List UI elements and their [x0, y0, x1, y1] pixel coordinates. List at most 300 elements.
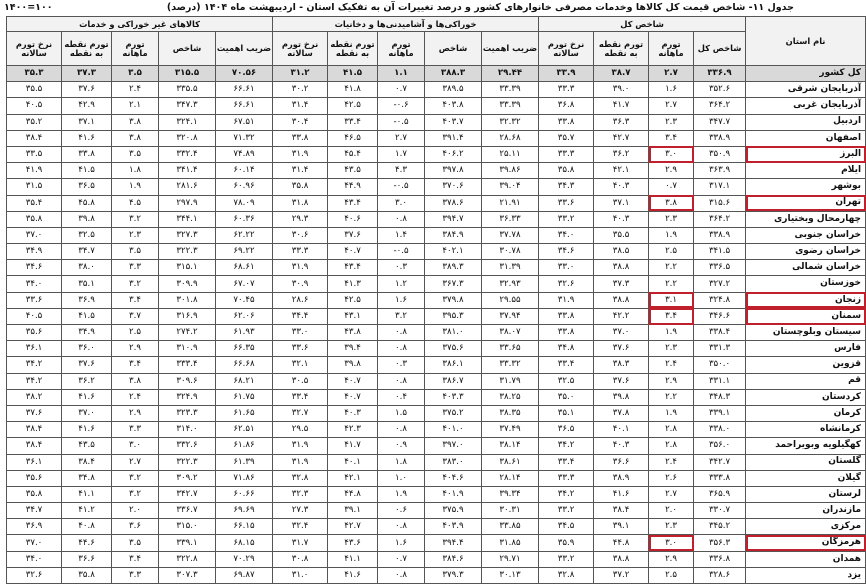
province-name: قزوین — [746, 357, 866, 373]
value-cell: ۲۵.۱۱ — [482, 146, 539, 162]
cpi-table-container — [6, 16, 862, 580]
value-cell: ۰.۹ — [378, 438, 425, 454]
value-cell: ۳۵.۴ — [7, 195, 62, 211]
province-name: تهران — [746, 195, 866, 211]
value-cell: ۳۷۹.۳ — [425, 567, 482, 583]
value-cell: ۳۵.۰ — [539, 389, 594, 405]
province-row — [7, 422, 866, 438]
value-cell: ۴۰۱.۰ — [425, 422, 482, 438]
value-cell: ۰.۵- — [378, 244, 425, 260]
value-cell: ۲۸.۶۸ — [482, 130, 539, 146]
value-cell: ۲.۸ — [649, 438, 694, 454]
value-cell: ۳۰.۱۳ — [482, 567, 539, 583]
value-cell: ۶۱.۳۹ — [216, 454, 273, 470]
value-cell: ۳۲۲.۸ — [159, 551, 216, 567]
value-cell: ۴۳.۱ — [328, 308, 378, 324]
value-cell: ۳۳.۳ — [539, 470, 594, 486]
value-cell: ۳۰.۵ — [273, 373, 328, 389]
value-cell: ۳۵.۶ — [7, 470, 62, 486]
value-cell: ۶۰.۶۶ — [216, 486, 273, 502]
value-cell: ۳۹۵.۳ — [425, 308, 482, 324]
value-cell: ۶۸.۲۱ — [216, 373, 273, 389]
national-row — [7, 66, 866, 82]
value-cell: ۱.۶ — [378, 535, 425, 551]
value-cell: ۳۳.۲ — [539, 503, 594, 519]
value-cell: ۳.۳ — [112, 567, 159, 583]
value-cell: ۴۱.۸ — [328, 82, 378, 98]
value-cell: ۳.۲ — [112, 276, 159, 292]
value-cell: ۶۰.۳۶ — [216, 211, 273, 227]
value-cell: ۴۶.۵ — [328, 130, 378, 146]
value-cell: ۳۴۱.۴ — [159, 163, 216, 179]
subheader-cell: نرخ تورم سالانه — [539, 32, 594, 66]
value-cell: ۷۱.۸۶ — [216, 470, 273, 486]
value-cell: ۳۸.۶۱ — [482, 454, 539, 470]
value-cell: ۳۹.۰ — [594, 82, 649, 98]
value-cell: ۴۱.۶ — [62, 422, 112, 438]
value-cell: ۳۷.۰ — [62, 405, 112, 421]
value-cell: ۴۰.۷ — [328, 389, 378, 405]
value-cell: ۴۳.۵ — [62, 438, 112, 454]
value-cell: ۳۴.۸ — [62, 470, 112, 486]
value-cell: ۰.۷ — [378, 551, 425, 567]
value-cell: ۲.۷ — [649, 486, 694, 502]
value-cell: ۳۲.۷ — [273, 405, 328, 421]
value-cell: ۳.۸ — [112, 114, 159, 130]
value-cell: ۳۰.۹ — [273, 276, 328, 292]
value-cell: ۴۲.۱ — [328, 470, 378, 486]
value-cell: ۳.۵ — [112, 146, 159, 162]
value-cell: ۳۷.۶ — [62, 82, 112, 98]
value-cell: ۳۶.۲ — [594, 146, 649, 162]
value-cell: ۴۴.۸ — [328, 486, 378, 502]
value-cell: ۳۷.۲ — [594, 567, 649, 583]
value-cell: ۳۵.۸ — [7, 486, 62, 502]
subheader-cell: نرخ تورم سالانه — [7, 32, 62, 66]
value-cell: ۳۴.۹ — [62, 325, 112, 341]
value-cell: ۳۱.۸ — [273, 195, 328, 211]
province-name: اردبیل — [746, 114, 866, 130]
value-cell: ۱.۶ — [378, 292, 425, 308]
value-cell: ۳۵.۱ — [62, 276, 112, 292]
value-cell: ۰.۸ — [378, 567, 425, 583]
value-cell: ۳۰.۳۱ — [482, 503, 539, 519]
value-cell: ۳۷۸.۶ — [425, 195, 482, 211]
value-cell: ۶۶.۶۱ — [216, 98, 273, 114]
value-cell: ۴۱.۹ — [7, 163, 62, 179]
value-cell: ۴.۳ — [378, 163, 425, 179]
value-cell: ۲.۳ — [649, 341, 694, 357]
value-cell: ۳۰.۲ — [273, 82, 328, 98]
value-cell: ۴۰۳.۷ — [425, 114, 482, 130]
province-row — [7, 163, 866, 179]
value-cell: ۳.۵ — [112, 66, 159, 82]
value-cell: ۲۷۴.۲ — [159, 325, 216, 341]
value-cell: ۳۳.۳۲ — [482, 357, 539, 373]
value-cell: ۳.۸ — [112, 130, 159, 146]
value-cell: ۳۸۹.۳ — [425, 260, 482, 276]
province-name: زنجان — [746, 292, 866, 308]
value-cell: ۳۵۶.۰ — [694, 438, 746, 454]
value-cell: ۲.۴ — [112, 82, 159, 98]
value-cell: ۲.۵ — [649, 567, 694, 583]
value-cell: ۲.۹ — [649, 373, 694, 389]
value-cell: ۳۴.۷ — [62, 244, 112, 260]
value-cell: ۲.۶ — [649, 470, 694, 486]
value-cell: ۳۹.۸۶ — [482, 163, 539, 179]
value-cell: ۲.۹ — [112, 405, 159, 421]
value-cell: ۶۱.۶۵ — [216, 405, 273, 421]
value-cell: ۳۰۹.۶ — [159, 373, 216, 389]
province-name: خراسان رضوی — [746, 244, 866, 260]
value-cell: ۳۱.۹ — [273, 454, 328, 470]
value-cell: ۳.۴ — [649, 308, 694, 324]
value-cell: ۳۳.۲ — [539, 211, 594, 227]
value-cell: ۳۴.۰ — [7, 276, 62, 292]
province-row — [7, 389, 866, 405]
subheader-cell: ضریب اهمیت — [216, 32, 273, 66]
value-cell: ۳۰.۷۸ — [482, 244, 539, 260]
value-cell: ۳۳۸.۹ — [694, 227, 746, 243]
value-cell: ۳.۲ — [112, 486, 159, 502]
value-cell: ۳۴.۶ — [7, 260, 62, 276]
province-row — [7, 519, 866, 535]
value-cell: ۳۴۷.۷ — [694, 114, 746, 130]
value-cell: ۳۳.۴ — [539, 454, 594, 470]
value-cell: ۳۵.۳ — [7, 66, 62, 82]
value-cell: ۴۲.۱ — [594, 163, 649, 179]
value-cell: ۳۰۹.۲ — [159, 470, 216, 486]
value-cell: ۳۹۴.۴ — [425, 535, 482, 551]
province-row — [7, 82, 866, 98]
value-cell: ۳۳.۰ — [273, 325, 328, 341]
value-cell: ۳۶.۸ — [539, 98, 594, 114]
value-cell: ۶۸.۶۱ — [216, 260, 273, 276]
value-cell: ۴۰۲.۱ — [425, 244, 482, 260]
value-cell: ۳۱.۰ — [273, 567, 328, 583]
value-cell: ۳۳۶.۵ — [694, 260, 746, 276]
value-cell: ۲.۳ — [649, 519, 694, 535]
value-cell: ۳۱۵.۶ — [694, 195, 746, 211]
value-cell: ۲۱.۹۱ — [482, 195, 539, 211]
value-cell: ۳۳.۳ — [273, 244, 328, 260]
value-cell: ۳۷.۴۹ — [482, 422, 539, 438]
value-cell: ۳۴.۷ — [7, 503, 62, 519]
value-cell: ۷۰.۵۶ — [216, 66, 273, 82]
value-cell: ۳۳.۴ — [539, 357, 594, 373]
province-name: گلستان — [746, 454, 866, 470]
value-cell: ۰.۸ — [378, 341, 425, 357]
value-cell: ۳۷۹.۸ — [425, 292, 482, 308]
province-row — [7, 260, 866, 276]
value-cell: ۳۵.۹ — [539, 535, 594, 551]
value-cell: ۴۱.۵ — [62, 308, 112, 324]
value-cell: ۴۳.۴ — [328, 195, 378, 211]
province-name: سمنان — [746, 308, 866, 324]
value-cell: ۳۲۸.۶ — [694, 567, 746, 583]
value-cell: ۳.۰ — [649, 146, 694, 162]
value-cell: ۴۱.۵ — [62, 163, 112, 179]
value-cell: ۶۱.۷۵ — [216, 389, 273, 405]
value-cell: ۶۱.۹۳ — [216, 325, 273, 341]
value-cell: ۳.۸ — [649, 195, 694, 211]
value-cell: ۳۶۵.۹ — [694, 486, 746, 502]
value-cell: ۳۳.۳۹ — [482, 98, 539, 114]
value-cell: ۱.۹ — [649, 405, 694, 421]
value-cell: ۴.۵ — [112, 195, 159, 211]
province-name: یزد — [746, 567, 866, 583]
value-cell: ۴۴.۹ — [328, 179, 378, 195]
value-cell: ۳۳۸.۹ — [694, 130, 746, 146]
value-cell: ۳۶۴.۲ — [694, 211, 746, 227]
value-cell: ۳۲.۸ — [273, 470, 328, 486]
value-cell: ۴۰.۳ — [328, 405, 378, 421]
value-cell: ۳۵.۸ — [539, 163, 594, 179]
value-cell: ۳۴.۰ — [539, 227, 594, 243]
header-group-food: خوراکی‌ها و آشامیدنی‌ها و دخانیات — [273, 17, 539, 32]
value-cell: ۳۷۵.۲ — [425, 405, 482, 421]
value-cell: ۳۲۷.۲ — [694, 276, 746, 292]
province-name: مرکزی — [746, 519, 866, 535]
value-cell: ۳۳۱.۱ — [694, 373, 746, 389]
province-row — [7, 195, 866, 211]
value-cell: ۳۴.۳ — [539, 179, 594, 195]
value-cell: ۳۱.۳۹ — [482, 260, 539, 276]
value-cell: ۴۰.۷ — [328, 373, 378, 389]
value-cell: ۳۰.۸ — [273, 551, 328, 567]
value-cell: ۳۷.۷۸ — [482, 227, 539, 243]
value-cell: ۳۸۶.۷ — [425, 373, 482, 389]
value-cell: ۳۲۴.۸ — [694, 292, 746, 308]
value-cell: ۳۹۷.۰ — [425, 438, 482, 454]
value-cell: ۲.۴ — [112, 389, 159, 405]
value-cell: ۳۲.۳۲ — [482, 114, 539, 130]
province-row — [7, 373, 866, 389]
province-name: قم — [746, 373, 866, 389]
value-cell: ۱.۹ — [649, 325, 694, 341]
value-cell: ۳۲.۴ — [273, 519, 328, 535]
value-cell: ۶۶.۶۱ — [216, 82, 273, 98]
value-cell: ۳.۴ — [112, 551, 159, 567]
value-cell: ۳۳.۸ — [273, 130, 328, 146]
value-cell: ۳۶۷.۳ — [425, 276, 482, 292]
base-year-note: ۱۴۰۰=۱۰۰ — [4, 2, 53, 13]
value-cell: ۶۷.۰۷ — [216, 276, 273, 292]
value-cell: ۳۸۴.۹ — [425, 227, 482, 243]
province-row — [7, 486, 866, 502]
value-cell: ۳۵۲.۶ — [694, 82, 746, 98]
value-cell: ۳۲۴.۹ — [159, 389, 216, 405]
province-name: سیستان وبلوچستان — [746, 325, 866, 341]
value-cell: ۳۸.۸ — [594, 292, 649, 308]
value-cell: ۳۴.۴ — [273, 308, 328, 324]
value-cell: ۳.۵ — [112, 244, 159, 260]
value-cell: ۱.۹ — [649, 227, 694, 243]
province-name: گیلان — [746, 470, 866, 486]
cpi-table — [6, 16, 866, 584]
value-cell: ۴۲.۷ — [328, 519, 378, 535]
value-cell: ۴۲.۷ — [594, 130, 649, 146]
value-cell: ۳۳.۵ — [7, 146, 62, 162]
value-cell: ۲.۴ — [649, 357, 694, 373]
value-cell: ۳۸.۴ — [62, 454, 112, 470]
value-cell: ۶۱.۸۶ — [216, 438, 273, 454]
value-cell: ۳۹۴.۷ — [425, 211, 482, 227]
value-cell: ۲.۳ — [649, 211, 694, 227]
value-cell: ۳۳.۶۵ — [482, 341, 539, 357]
value-cell: ۳۸۴.۶ — [425, 551, 482, 567]
value-cell: ۳۳۱.۳ — [694, 341, 746, 357]
value-cell: ۳۱.۹ — [539, 292, 594, 308]
value-cell: ۳۵.۵ — [594, 227, 649, 243]
subheader-cell: تورم ماهانه — [112, 32, 159, 66]
value-cell: ۳۹.۳۴ — [482, 486, 539, 502]
value-cell: ۳۲۲.۳ — [159, 244, 216, 260]
value-cell: ۰.۴ — [378, 389, 425, 405]
province-row — [7, 130, 866, 146]
province-row — [7, 438, 866, 454]
value-cell: ۳.۰ — [378, 195, 425, 211]
value-cell: ۴۰.۳ — [594, 179, 649, 195]
province-row — [7, 98, 866, 114]
value-cell: ۲.۳ — [112, 227, 159, 243]
value-cell: ۳۱۵.۵ — [159, 66, 216, 82]
value-cell: ۳۴.۲ — [539, 486, 594, 502]
province-row — [7, 114, 866, 130]
value-cell: ۳۷.۱ — [594, 195, 649, 211]
subheader-cell: تورم نقطه به نقطه — [594, 32, 649, 66]
value-cell: ۳۲۷.۳ — [159, 227, 216, 243]
province-name: آذربایجان غربی — [746, 98, 866, 114]
value-cell: ۳۳۳.۴ — [159, 357, 216, 373]
value-cell: ۲.۷ — [649, 66, 694, 82]
value-cell: ۳۳.۶ — [7, 292, 62, 308]
value-cell: ۳.۸ — [112, 373, 159, 389]
value-cell: ۳.۲ — [112, 211, 159, 227]
value-cell: ۳۳.۸ — [539, 308, 594, 324]
value-cell: ۱.۹ — [378, 486, 425, 502]
value-cell: ۳۲۴.۱ — [159, 114, 216, 130]
province-name: خراسان جنوبی — [746, 227, 866, 243]
province-row — [7, 244, 866, 260]
value-cell: ۶۶.۱۵ — [216, 519, 273, 535]
value-cell: ۳۸.۵ — [594, 244, 649, 260]
province-name: مازندران — [746, 503, 866, 519]
value-cell: ۳۷.۸ — [594, 405, 649, 421]
value-cell: ۳۶.۱ — [7, 341, 62, 357]
value-cell: ۳۸.۱۴ — [482, 438, 539, 454]
value-cell: ۱.۰ — [378, 470, 425, 486]
province-name: همدان — [746, 551, 866, 567]
value-cell: ۳۳۸.۰ — [694, 422, 746, 438]
value-cell: ۳۳.۳ — [539, 82, 594, 98]
value-cell: ۳۱۰.۹ — [159, 341, 216, 357]
value-cell: ۳۵.۸ — [273, 179, 328, 195]
value-cell: ۲۹.۴۴ — [482, 66, 539, 82]
value-cell: ۳۳.۹ — [539, 66, 594, 82]
value-cell: ۳۰۹.۹ — [159, 276, 216, 292]
value-cell: ۲۹.۵ — [273, 422, 328, 438]
value-cell: ۳۶.۹ — [62, 292, 112, 308]
value-cell: ۴۰.۵ — [7, 308, 62, 324]
value-cell: ۳۲۲.۳ — [159, 454, 216, 470]
value-cell: ۳۴.۶ — [539, 244, 594, 260]
value-cell: ۳۵.۲ — [7, 114, 62, 130]
province-name: البرز — [746, 146, 866, 162]
value-cell: ۳۴۸.۳ — [694, 389, 746, 405]
value-cell: ۳۷.۶ — [7, 405, 62, 421]
value-cell: ۶۹.۶۹ — [216, 503, 273, 519]
value-cell: ۱.۵ — [378, 405, 425, 421]
value-cell: ۳۹۷.۸ — [425, 163, 482, 179]
value-cell: ۳۵.۸ — [7, 211, 62, 227]
value-cell: ۲۷.۳ — [273, 503, 328, 519]
value-cell: ۶۹.۸۷ — [216, 567, 273, 583]
value-cell: ۴۱.۶ — [62, 130, 112, 146]
value-cell: ۳۳.۲ — [539, 551, 594, 567]
value-cell: ۳۸.۴ — [594, 503, 649, 519]
value-cell: ۰.۵- — [378, 114, 425, 130]
value-cell: ۳۹.۸ — [594, 389, 649, 405]
value-cell: ۳۳۰.۷ — [694, 503, 746, 519]
value-cell: ۰.۸ — [378, 519, 425, 535]
subheader-cell: نرخ تورم سالانه — [273, 32, 328, 66]
value-cell: ۳۱.۸۵ — [482, 535, 539, 551]
value-cell: ۳۸.۸ — [594, 260, 649, 276]
value-cell: ۳۶۳.۹ — [694, 163, 746, 179]
value-cell: ۶۲.۰۶ — [216, 308, 273, 324]
subheader-cell: تورم نقطه به نقطه — [328, 32, 378, 66]
value-cell: ۳۷.۱ — [62, 114, 112, 130]
value-cell: ۳۲.۱ — [273, 357, 328, 373]
value-cell: ۳۸۶.۱ — [425, 357, 482, 373]
value-cell: ۳۸.۰۷ — [482, 325, 539, 341]
value-cell: ۲.۲ — [649, 276, 694, 292]
value-cell: ۳۲.۵ — [62, 227, 112, 243]
value-cell: ۳۸۱.۰ — [425, 325, 482, 341]
subheader-cell: تورم ماهانه — [649, 32, 694, 66]
value-cell: ۳.۳ — [112, 422, 159, 438]
value-cell: ۳۶.۳ — [594, 114, 649, 130]
province-row — [7, 454, 866, 470]
value-cell: ۴۰۴.۶ — [425, 470, 482, 486]
value-cell: ۳۳.۴ — [273, 389, 328, 405]
value-cell: ۱.۴ — [378, 227, 425, 243]
value-cell: ۳۱۷.۱ — [694, 179, 746, 195]
value-cell: ۳.۲ — [378, 308, 425, 324]
value-cell: ۳۱.۹ — [273, 438, 328, 454]
value-cell: ۳۵۰.۰ — [694, 357, 746, 373]
value-cell: ۳۵.۱ — [539, 405, 594, 421]
value-cell: ۴۱.۶ — [62, 389, 112, 405]
subheader-cell: تورم نقطه به نقطه — [62, 32, 112, 66]
value-cell: ۳۶.۶ — [62, 551, 112, 567]
value-cell: ۳.۰ — [112, 438, 159, 454]
value-cell: ۳۴۴.۱ — [159, 211, 216, 227]
value-cell: ۴۰.۱ — [328, 454, 378, 470]
value-cell: ۴۱.۶ — [594, 486, 649, 502]
value-cell: ۰.۷ — [378, 82, 425, 98]
value-cell: ۴۱.۷ — [594, 98, 649, 114]
value-cell: ۴۱.۷ — [328, 438, 378, 454]
value-cell: ۳۶.۵ — [539, 422, 594, 438]
value-cell: ۰.۸ — [378, 373, 425, 389]
value-cell: ۳۳.۳ — [539, 146, 594, 162]
value-cell: ۲.۱ — [112, 98, 159, 114]
value-cell: ۴۳.۵ — [328, 163, 378, 179]
value-cell: ۳۵.۵ — [7, 82, 62, 98]
value-cell: ۲۸.۶ — [273, 292, 328, 308]
